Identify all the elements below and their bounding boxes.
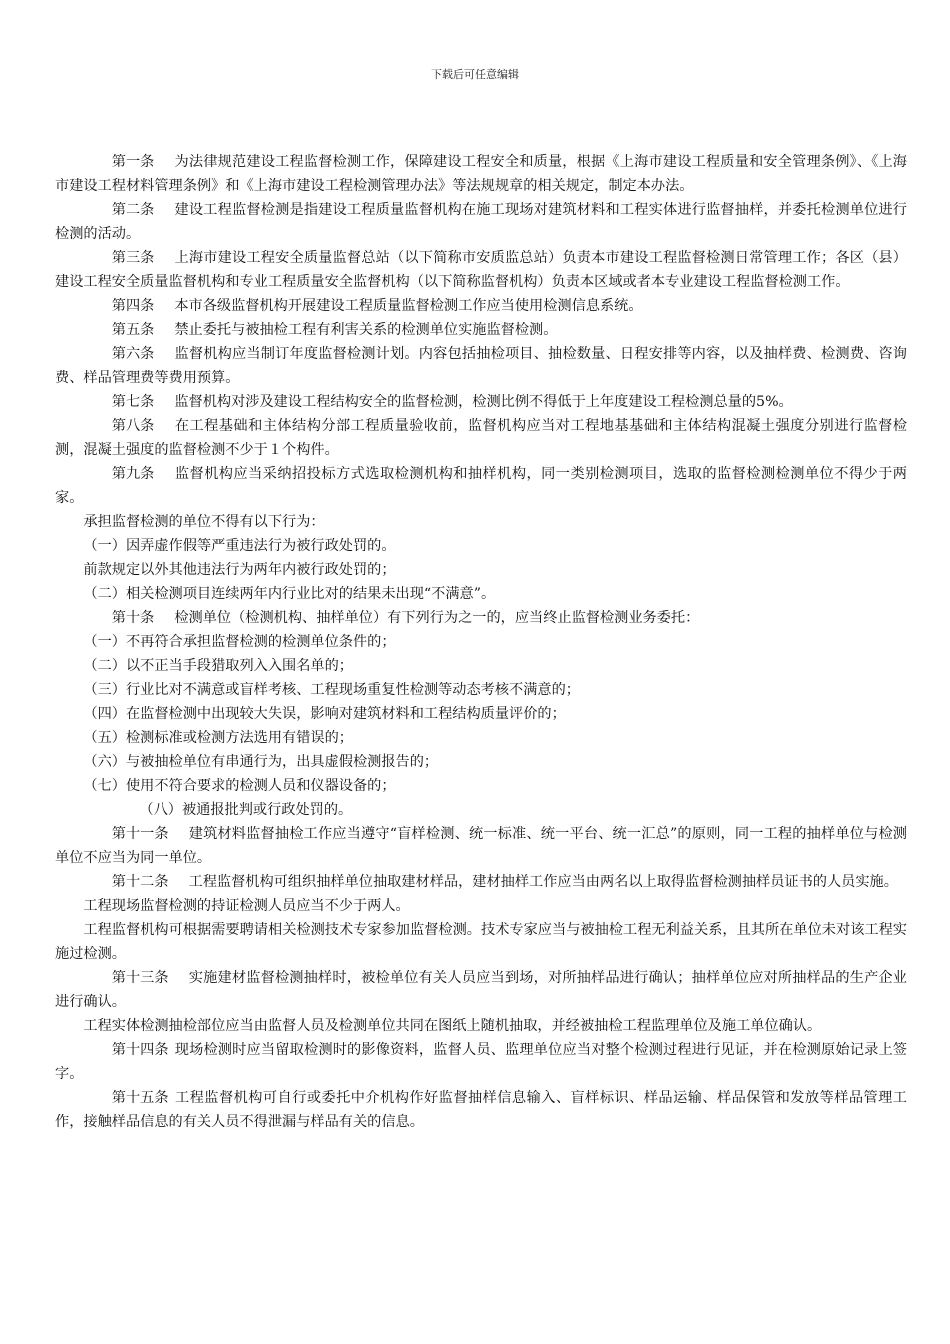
paragraph-text: （二）以不正当手段猎取列入入围名单的；	[83, 658, 353, 674]
paragraph	[55, 918, 907, 966]
paragraph	[55, 678, 907, 702]
paragraph-text: （一）因弄虚作假等严重违法行为被行政处罚的。	[83, 538, 396, 554]
paragraph-text: （七）使用不符合要求的检测人员和仪器设备的；	[83, 778, 396, 794]
paragraph	[55, 894, 907, 918]
paragraph-text: 建设工程监督检测是指建设工程质量监督机构在施工现场对建筑材料和工程实体进行监督抽样，并委托检测单位进行检测的活动。	[55, 202, 907, 242]
paragraph	[55, 558, 907, 582]
article-label: 第一条	[111, 154, 155, 170]
paragraph	[55, 798, 907, 822]
paragraph	[55, 462, 907, 510]
paragraph	[55, 510, 907, 534]
paragraph-text: 检测单位（检测机构、抽样单位）有下列行为之一的，应当终止监督检测业务委托：	[174, 610, 700, 626]
paragraph-text: 本市各级监督机构开展建设工程质量监督检测工作应当使用检测信息系统。	[174, 298, 643, 314]
paragraph-text: 为法律规范建设工程监督检测工作，保障建设工程安全和质量，根据《上海市建设工程质量和安全管理条例》、《上海市建设工程材料管理条例》和《上海市建设工程检测管理办法》等法规规章的相关规定，制定本办法。	[55, 154, 907, 194]
paragraph	[55, 870, 907, 894]
paragraph-text: 监督机构对涉及建设工程结构安全的监督检测，检测比例不得低于上年度建设工程检测总量的5%。	[174, 394, 793, 410]
paragraph	[55, 582, 907, 606]
paragraph	[55, 1086, 907, 1134]
paragraph	[55, 150, 907, 198]
paragraph	[55, 630, 907, 654]
paragraph-text: 在工程基础和主体结构分部工程质量验收前，监督机构应当对工程地基基础和主体结构混凝土强度分别进行监督检测，混凝土强度的监督检测不少于１个构件。	[55, 418, 907, 458]
article-label: 第十五条	[111, 1090, 169, 1106]
paragraph	[55, 966, 907, 1014]
article-label: 第三条	[111, 250, 155, 266]
paragraph-text: 上海市建设工程安全质量监督总站（以下简称市安质监总站）负责本市建设工程监督检测日常管理工作；各区（县）建设工程安全质量监督机构和专业工程质量安全监督机构（以下简称监督机构）负责本区域或者本专业建设工程监督检测工作。	[55, 250, 907, 290]
article-label: 第五条	[111, 322, 155, 338]
paragraph	[55, 654, 907, 678]
paragraph	[55, 390, 907, 414]
paragraph-text: （四）在监督检测中出现较大失误，影响对建筑材料和工程结构质量评价的；	[83, 706, 566, 722]
paragraph	[55, 606, 907, 630]
paragraph-text: 监督机构应当制订年度监督检测计划。内容包括抽检项目、抽检数量、日程安排等内容，以及抽样费、检测费、咨询费、样品管理费等费用预算。	[55, 346, 907, 386]
paragraph	[55, 726, 907, 750]
article-label: 第十四条	[111, 1042, 169, 1058]
paragraph	[55, 1014, 907, 1038]
paragraph-text: 工程监督机构可组织抽样单位抽取建材样品，建材抽样工作应当由两名以上取得监督检测抽样员证书的人员实施。	[188, 874, 898, 890]
paragraph-text: 禁止委托与被抽检工程有利害关系的检测单位实施监督检测。	[174, 322, 558, 338]
article-label: 第二条	[111, 202, 155, 218]
paragraph-text: （五）检测标准或检测方法选用有错误的；	[83, 730, 353, 746]
article-label: 第九条	[111, 466, 155, 482]
document-body	[55, 150, 907, 1134]
paragraph-text: （一）不再符合承担监督检测的检测单位条件的；	[83, 634, 396, 650]
page-header: 下载后可任意编辑	[431, 68, 519, 81]
paragraph	[55, 534, 907, 558]
paragraph-text: 建筑材料监督抽检工作应当遵守“盲样检测、统一标准、统一平台、统一汇总”的原则，同一工程的抽样单位与检测单位不应当为同一单位。	[55, 826, 907, 866]
article-label: 第六条	[111, 346, 155, 362]
paragraph	[55, 750, 907, 774]
article-label: 第十三条	[111, 970, 169, 986]
paragraph	[55, 318, 907, 342]
article-label: 第十条	[111, 610, 155, 626]
paragraph-text: （六）与被抽检单位有串通行为，出具虚假检测报告的；	[83, 754, 439, 770]
paragraph	[55, 246, 907, 294]
paragraph-text: 承担监督检测的单位不得有以下行为：	[83, 514, 325, 530]
paragraph-text: 工程实体检测抽检部位应当由监督人员及检测单位共同在图纸上随机抽取，并经被抽检工程监理单位及施工单位确认。	[83, 1018, 822, 1034]
paragraph	[55, 822, 907, 870]
paragraph	[55, 198, 907, 246]
paragraph	[55, 774, 907, 798]
paragraph	[55, 702, 907, 726]
article-label: 第八条	[111, 418, 155, 434]
article-label: 第七条	[111, 394, 155, 410]
paragraph	[55, 294, 907, 318]
paragraph	[55, 342, 907, 390]
paragraph-text: 工程监督机构可自行或委托中介机构作好监督抽样信息输入、盲样标识、样品运输、样品保管和发放等样品管理工作，接触样品信息的有关人员不得泄漏与样品有关的信息。	[55, 1090, 907, 1130]
paragraph-text: 前款规定以外其他违法行为两年内被行政处罚的；	[83, 562, 396, 578]
paragraph-text: 工程监督机构可根据需要聘请相关检测技术专家参加监督检测。技术专家应当与被抽检工程无利益关系，且其所在单位未对该工程实施过检测。	[55, 922, 907, 962]
article-label: 第十二条	[111, 874, 169, 890]
paragraph-text: （三）行业比对不满意或盲样考核、工程现场重复性检测等动态考核不满意的；	[83, 682, 580, 698]
paragraph-text: 监督机构应当采纳招投标方式选取检测机构和抽样机构，同一类别检测项目，选取的监督检测检测单位不得少于两家。	[55, 466, 907, 506]
article-label: 第四条	[111, 298, 155, 314]
paragraph-text: （二）相关检测项目连续两年内行业比对的结果未出现“不满意”。	[83, 586, 496, 602]
article-label: 第十一条	[111, 826, 169, 842]
paragraph-text: 实施建材监督检测抽样时，被检单位有关人员应当到场，对所抽样品进行确认；抽样单位应对所抽样品的生产企业进行确认。	[55, 970, 907, 1010]
paragraph-text: 现场检测时应当留取检测时的影像资料，监督人员、监理单位应当对整个检测过程进行见证，并在检测原始记录上签字。	[55, 1042, 907, 1082]
paragraph-text: （八）被通报批判或行政处罚的。	[139, 802, 353, 818]
paragraph	[55, 1038, 907, 1086]
paragraph	[55, 414, 907, 462]
paragraph-text: 工程现场监督检测的持证检测人员应当不少于两人。	[83, 898, 410, 914]
